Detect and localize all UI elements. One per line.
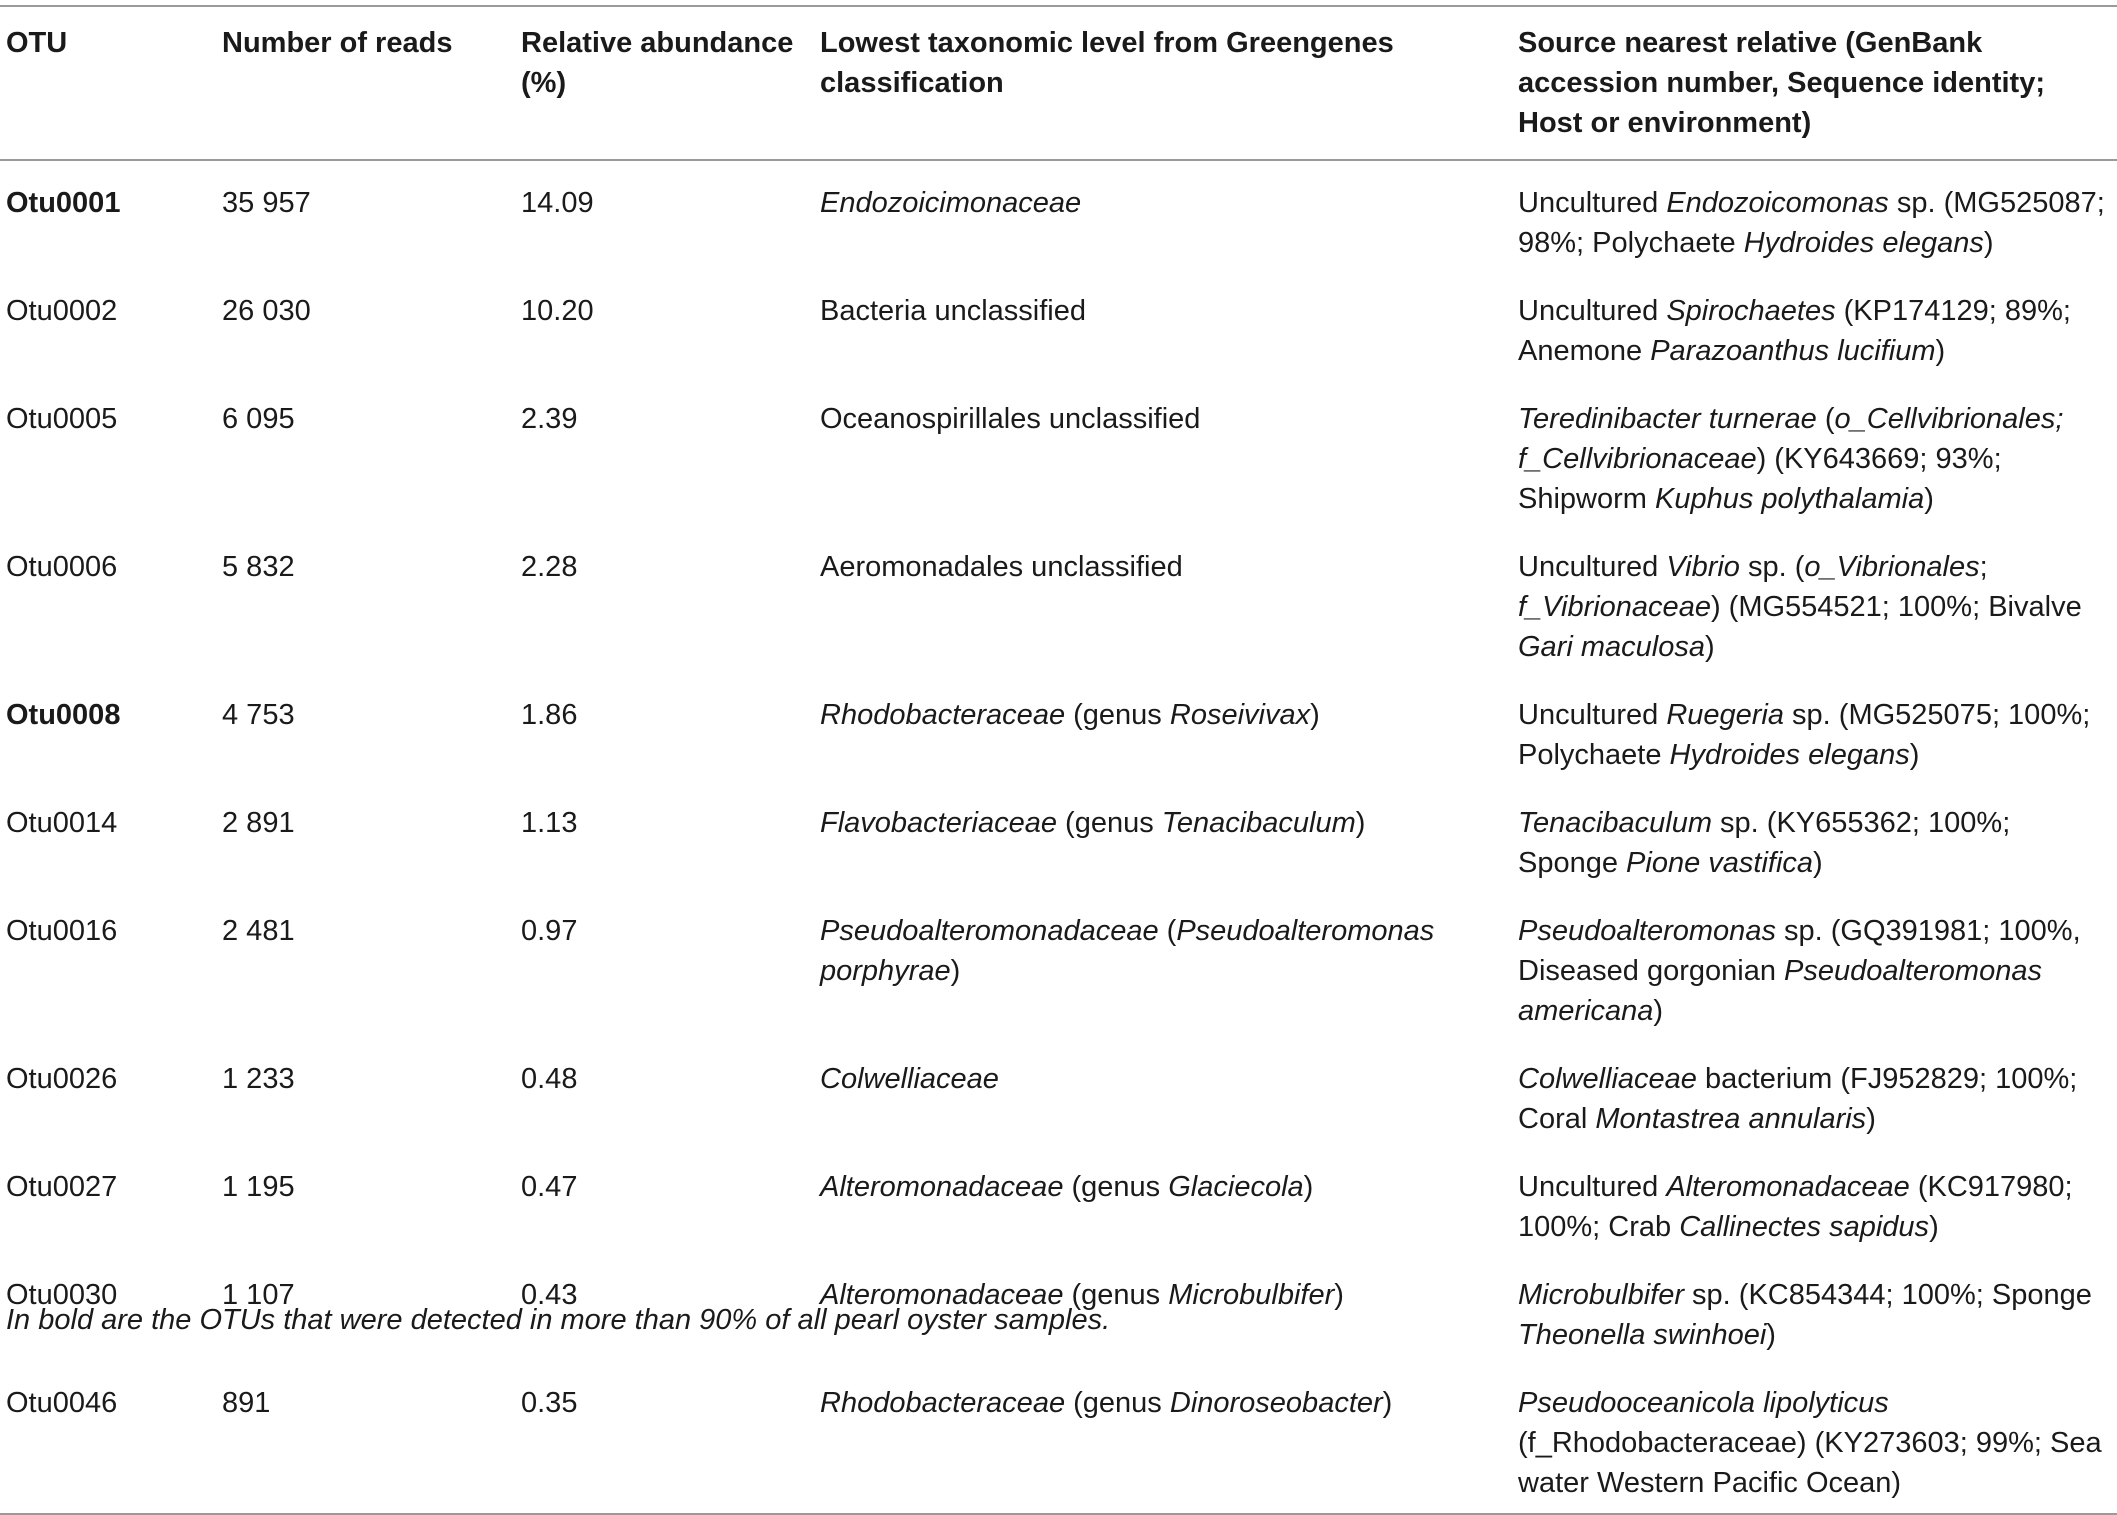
source-cell-segment: ;	[1979, 551, 1988, 583]
taxon-cell-segment: Glaciecola	[1168, 1171, 1304, 1203]
taxon-cell-segment: Microbulbifer	[1168, 1279, 1335, 1311]
taxon-cell-segment: Endozoicimonaceae	[820, 187, 1082, 219]
source-cell-segment: Uncultured	[1518, 187, 1667, 219]
header-row	[0, 6, 2117, 160]
taxon-cell	[814, 525, 1512, 673]
table-row	[0, 1145, 2117, 1253]
reads-cell: 5 832	[222, 551, 295, 583]
taxon-cell	[814, 1145, 1512, 1253]
source-cell-segment: sp. (MG525087; 98%; Polychaete	[1518, 187, 2105, 259]
abundance-cell: 1.86	[521, 699, 578, 731]
taxon-cell-segment: Rhodobacteraceae	[820, 699, 1066, 731]
source-cell-segment: Microbulbifer	[1518, 1279, 1684, 1311]
source-cell-segment: (f_Rhodobacteraceae) (KY273603; 99%; Sea water Western Pacific Ocean)	[1518, 1427, 2102, 1499]
abundance-cell: 1.13	[521, 807, 578, 839]
source-cell-segment: )	[1929, 1211, 1939, 1243]
source-cell-segment: Tenacibaculum	[1518, 807, 1712, 839]
reads-cell: 4 753	[222, 699, 295, 731]
taxon-cell-segment: Flavobacteriaceae	[820, 807, 1057, 839]
table-row	[0, 160, 2117, 269]
taxon-cell-segment: Pseudoalteromonadaceae	[820, 915, 1159, 947]
source-cell-segment: )	[1653, 995, 1664, 1027]
source-cell-segment: Colwelliaceae	[1518, 1063, 1697, 1095]
taxon-cell-segment: Pseudoalteromonas porphyrae	[820, 915, 1435, 987]
taxon-cell-segment: )	[1310, 699, 1320, 731]
source-cell-segment: )	[1813, 847, 1823, 879]
taxon-cell	[814, 1361, 1512, 1514]
source-cell-segment: sp. (KY655362; 100%; Sponge	[1518, 807, 2011, 879]
source-cell-segment: sp. (	[1739, 551, 1805, 583]
table-row	[0, 781, 2117, 889]
reads-cell: 2 891	[222, 807, 295, 839]
source-cell-segment: sp. (KC854344; 100%; Sponge	[1684, 1279, 2092, 1311]
abundance-cell: 0.97	[521, 915, 578, 947]
source-cell-segment: o_Cellvibrionales; f_Cellvibrionaceae	[1518, 403, 2064, 475]
source-cell	[1512, 1145, 2117, 1253]
source-cell-segment: Vibrio	[1666, 551, 1740, 583]
source-cell-segment: )	[1983, 227, 1994, 259]
taxon-cell-segment: Aeromonadales unclassified	[820, 551, 1183, 583]
source-cell-segment: ) (MG554521; 100%; Bivalve	[1710, 591, 2082, 623]
source-cell-segment: Ruegeria	[1666, 699, 1784, 731]
source-cell	[1512, 525, 2117, 673]
taxon-cell-segment: (	[1158, 915, 1177, 947]
taxon-cell-segment: (genus	[1065, 699, 1170, 731]
table-row	[0, 889, 2117, 1037]
table-row	[0, 525, 2117, 673]
source-cell-segment: Uncultured	[1518, 295, 1667, 327]
abundance-cell: 2.39	[521, 403, 578, 435]
reads-cell: 26 030	[222, 295, 311, 327]
reads-cell: 1 233	[222, 1063, 295, 1095]
source-cell-segment: Montastrea annularis	[1595, 1103, 1867, 1135]
source-cell-segment: Uncultured	[1518, 699, 1667, 731]
abundance-cell: 2.28	[521, 551, 578, 583]
source-cell	[1512, 377, 2117, 525]
taxon-cell-segment: Bacteria unclassified	[820, 295, 1086, 327]
source-cell-segment: )	[1766, 1319, 1776, 1351]
table-row	[0, 1361, 2117, 1514]
source-cell	[1512, 781, 2117, 889]
otu-id-cell: Otu0002	[6, 295, 118, 327]
reads-cell: 891	[216, 1361, 515, 1514]
taxon-cell	[814, 673, 1512, 781]
source-cell-segment: f_Vibrionaceae	[1518, 591, 1711, 623]
source-cell-segment: Gari maculosa	[1518, 631, 1705, 663]
source-cell	[1512, 160, 2117, 269]
taxon-cell-segment: Alteromonadaceae	[820, 1171, 1064, 1203]
source-cell-segment: bacterium (FJ952829; 100%; Coral	[1518, 1063, 2078, 1135]
source-cell-segment: sp. (MG525075; 100%; Polychaete	[1518, 699, 2091, 771]
table-row	[0, 1037, 2117, 1145]
abundance-cell: 0.47	[521, 1171, 578, 1203]
source-cell-segment: Pseudoalteromonas americana	[1518, 955, 2042, 1027]
taxon-cell-segment: )	[950, 955, 961, 987]
otu-id-cell: Otu0008	[6, 699, 121, 731]
otu-id-cell: Otu0027	[6, 1171, 118, 1203]
table-row	[0, 377, 2117, 525]
abundance-cell: 0.48	[521, 1063, 578, 1095]
taxon-cell-segment: Rhodobacteraceae	[820, 1387, 1066, 1419]
header-number-of-reads: Number of reads	[216, 6, 515, 160]
taxon-cell-segment: Colwelliaceae	[820, 1063, 999, 1095]
abundance-cell: 14.09	[521, 187, 594, 219]
source-cell-segment: Theonella swinhoei	[1518, 1319, 1767, 1351]
header-otu: OTU	[0, 6, 216, 160]
source-cell	[1512, 889, 2117, 1037]
taxon-cell-segment: Alteromonadaceae	[820, 1279, 1064, 1311]
otu-id-cell: Otu0046	[0, 1361, 216, 1514]
taxon-cell-segment: )	[1334, 1279, 1344, 1311]
source-cell-segment: Pseudoalteromonas	[1518, 915, 1776, 947]
table-row	[0, 673, 2117, 781]
source-cell-segment: Hydroides elegans	[1669, 739, 1910, 771]
taxon-cell-segment: )	[1382, 1387, 1393, 1419]
taxon-cell	[814, 269, 1512, 377]
taxon-cell-segment: )	[1355, 807, 1366, 839]
taxon-cell-segment: (genus	[1065, 1387, 1170, 1419]
otu-id-cell: Otu0005	[6, 403, 118, 435]
source-cell-segment: )	[1704, 631, 1715, 663]
source-cell	[1512, 673, 2117, 781]
taxon-cell-segment: (genus	[1056, 807, 1162, 839]
taxon-cell	[814, 377, 1512, 525]
source-cell	[1512, 1361, 2117, 1514]
source-cell-segment: Pseudooceanicola lipolyticus	[1518, 1387, 1889, 1419]
reads-cell: 2 481	[222, 915, 295, 947]
header-lowest-taxonomic-level: Lowest taxonomic level from Greengenes classification	[814, 6, 1512, 160]
source-cell-segment: Pione vastifica	[1626, 847, 1814, 879]
source-cell-segment: )	[1924, 483, 1934, 515]
otu-id-cell: Otu0014	[6, 807, 118, 839]
table-header	[0, 6, 2117, 160]
taxon-cell-segment: (genus	[1063, 1171, 1169, 1203]
source-cell-segment: )	[1935, 335, 1946, 367]
source-cell-segment: Uncultured	[1518, 551, 1667, 583]
abundance-cell: 0.35	[515, 1361, 814, 1514]
otu-id-cell: Otu0026	[6, 1063, 118, 1095]
table-footnote: In bold are the OTUs that were detected in more than 90% of all pearl oyster samples.	[6, 1304, 1111, 1336]
abundance-cell: 10.20	[521, 295, 594, 327]
source-cell-segment: ) (KY643669; 93%; Shipworm	[1518, 443, 2002, 515]
taxon-cell	[814, 889, 1512, 1037]
source-cell-segment: (KP174129; 89%; Anemone	[1518, 295, 2071, 367]
source-cell	[1512, 269, 2117, 377]
taxon-cell	[814, 1037, 1512, 1145]
source-cell-segment: Spirochaetes	[1666, 295, 1836, 327]
header-relative-abundance: Relative abundance (%)	[515, 6, 814, 160]
source-cell-segment: o_Vibrionales	[1804, 551, 1980, 583]
source-cell-segment: )	[1866, 1103, 1876, 1135]
source-cell	[1512, 1037, 2117, 1145]
reads-cell: 6 095	[222, 403, 295, 435]
reads-cell: 35 957	[222, 187, 311, 219]
otu-table-container	[0, 5, 2117, 1515]
source-cell-segment: Endozoicomonas	[1666, 187, 1889, 219]
reads-cell: 1 107	[222, 1279, 295, 1311]
taxon-cell-segment: )	[1303, 1171, 1314, 1203]
otu-id-cell: Otu0016	[6, 915, 118, 947]
taxon-cell	[814, 160, 1512, 269]
abundance-cell: 0.43	[521, 1279, 578, 1311]
taxon-cell	[814, 781, 1512, 889]
source-cell-segment: Uncultured	[1518, 1171, 1667, 1203]
source-cell-segment: Parazoanthus lucifium	[1650, 335, 1936, 367]
otu-id-cell: Otu0006	[6, 551, 118, 583]
otu-id-cell: Otu0030	[6, 1279, 118, 1311]
source-cell-segment: )	[1909, 739, 1920, 771]
taxon-cell-segment: Tenacibaculum	[1161, 807, 1356, 839]
source-cell-segment: (KC917980; 100%; Crab	[1518, 1171, 2073, 1243]
source-cell-segment: sp. (GQ391981; 100%, Diseased gorgonian	[1518, 915, 2081, 987]
source-cell	[1512, 1253, 2117, 1361]
source-cell-segment: (	[1816, 403, 1835, 435]
table-row	[0, 269, 2117, 377]
taxon-cell-segment: (genus	[1063, 1279, 1169, 1311]
reads-cell: 1 195	[222, 1171, 295, 1203]
taxon-cell-segment: Dinoroseobacter	[1169, 1387, 1383, 1419]
source-cell-segment: Callinectes sapidus	[1679, 1211, 1930, 1243]
source-cell-segment: Teredinibacter turnerae	[1518, 403, 1817, 435]
otu-table	[0, 5, 2117, 1515]
source-cell-segment: Hydroides elegans	[1743, 227, 1984, 259]
header-source-nearest-relative: Source nearest relative (GenBank accession number, Sequence identity; Host or environment)	[1512, 6, 2117, 160]
otu-id-cell: Otu0001	[6, 187, 121, 219]
taxon-cell-segment: Roseivivax	[1169, 699, 1311, 731]
source-cell-segment: Alteromonadaceae	[1666, 1171, 1910, 1203]
source-cell-segment: Kuphus polythalamia	[1655, 483, 1925, 515]
taxon-cell-segment: Oceanospirillales unclassified	[820, 403, 1201, 435]
